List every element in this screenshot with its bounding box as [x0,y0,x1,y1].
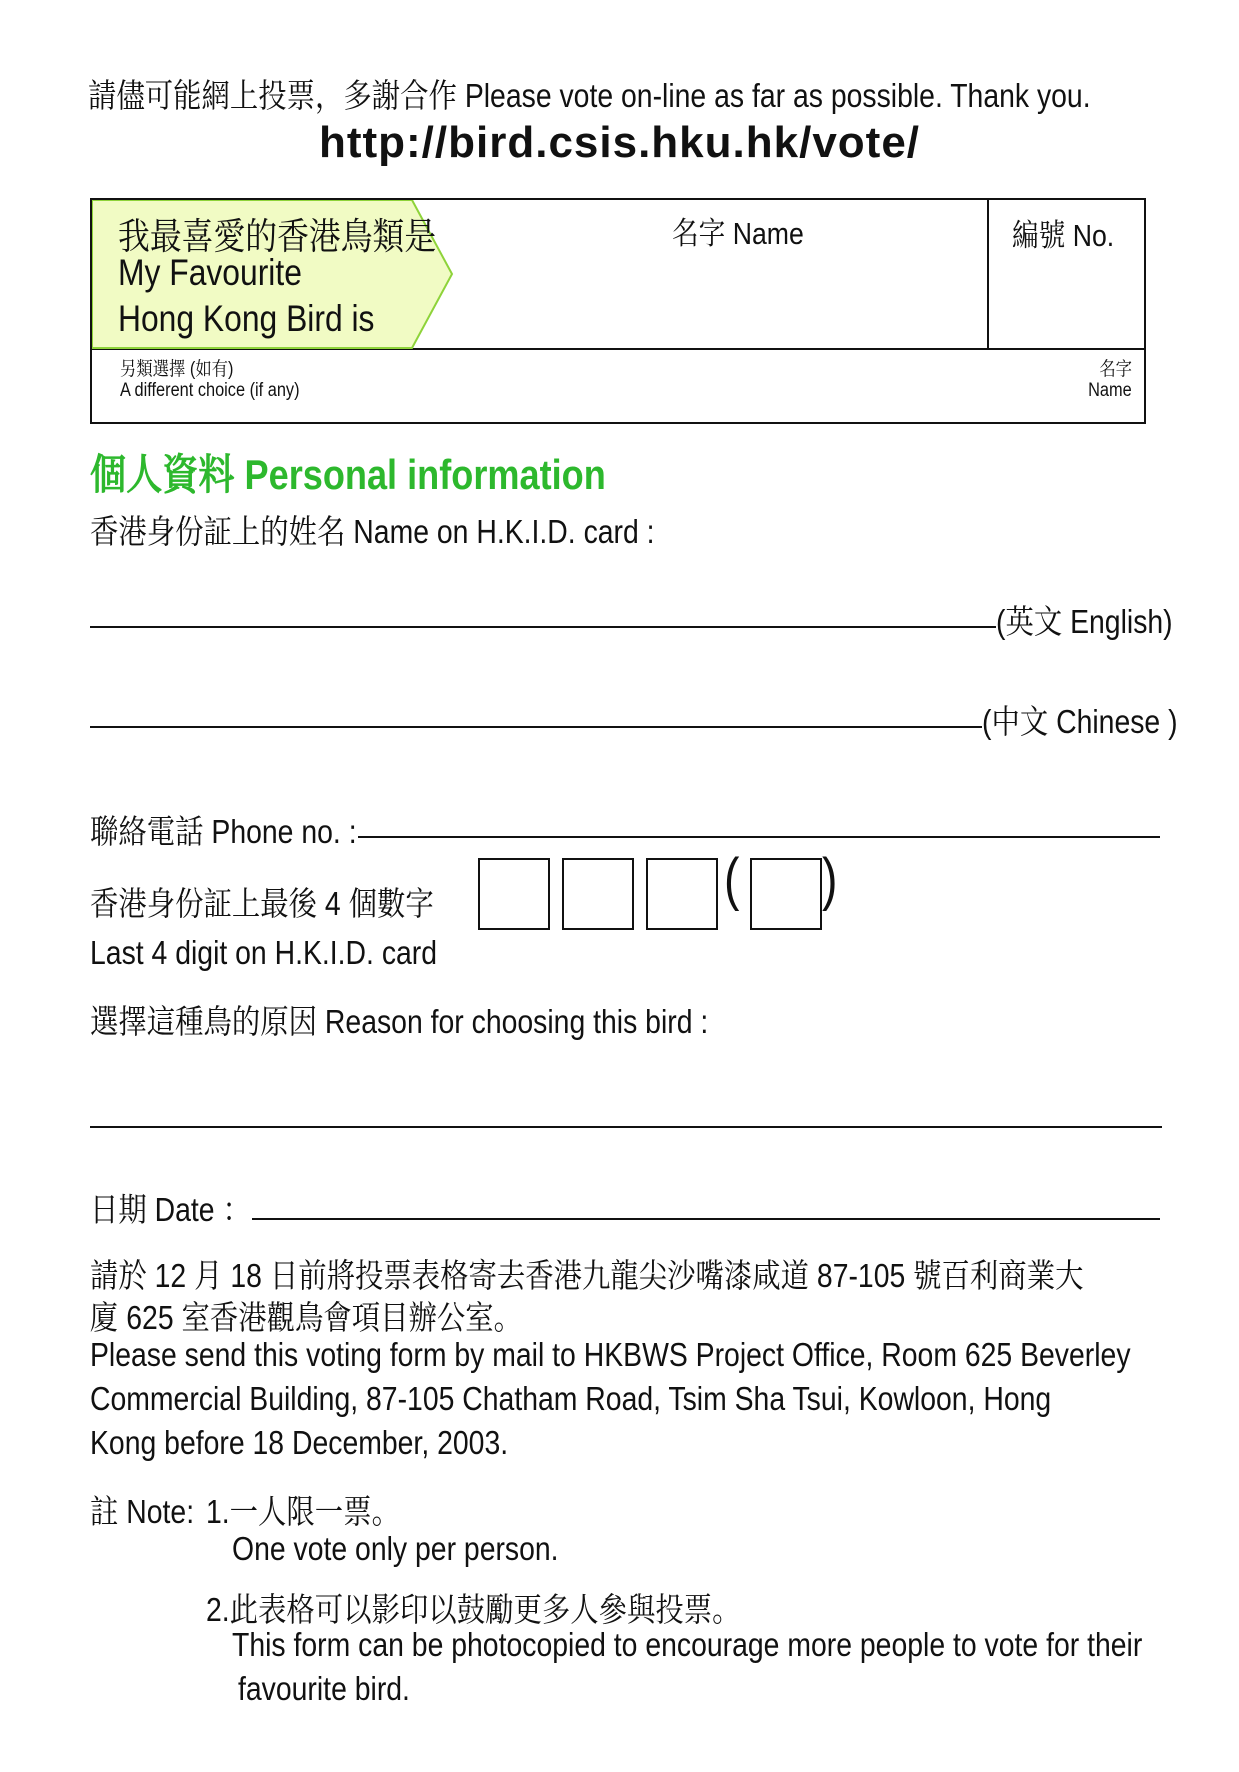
last4-label-zh: 香港身份証上最後 4 個數字 [90,885,434,922]
phone-label: 聯絡電話 Phone no. : [90,813,357,850]
vote-box-divider-vertical [987,200,989,348]
alt-name-label-zh: 名字 [1099,359,1132,380]
alt-choice-label-en: A different choice (if any) [120,380,300,401]
note-label: 註 Note: [90,1493,195,1530]
phone-field[interactable] [358,836,1160,838]
english-name-field[interactable] [90,626,996,628]
paren-close: ) [822,847,838,912]
instruction-en-1: Please send this voting form by mail to HKBWS Project Office, Room 625 Beverley [90,1336,1131,1373]
hkid-name-label: 香港身份証上的姓名 Name on H.K.I.D. card : [90,513,655,550]
hkid-digit-box-1[interactable] [478,858,550,930]
bird-name-header: 名字 Name [672,216,804,251]
bird-name-field[interactable] [464,250,984,346]
note-item-2-en-2: favourite bird. [238,1670,410,1707]
hkid-digit-box-2[interactable] [562,858,634,930]
bird-number-field[interactable] [992,250,1142,346]
personal-info-title: 個人資料 Personal information [90,451,606,498]
english-suffix: (英文 English) [996,603,1173,640]
instruction-en-3: Kong before 18 December, 2003. [90,1424,509,1461]
last4-label-en: Last 4 digit on H.K.I.D. card [90,934,438,971]
paren-open: ( [724,847,740,912]
alt-name-label-en: Name [1088,380,1132,401]
favourite-label-en-2: Hong Kong Bird is [118,298,375,339]
hkid-digit-box-3[interactable] [646,858,718,930]
bird-number-header: 編號 No. [1012,218,1115,253]
reason-label: 選擇這種鳥的原因 Reason for choosing this bird : [90,1003,709,1040]
instruction-zh-1: 請於 12 月 18 日前將投票表格寄去香港九龍尖沙嘴漆咸道 87-105 號百利商業大 [90,1257,1084,1294]
instruction-zh-2: 廈 625 室香港觀鳥會項目辦公室。 [90,1299,523,1336]
vote-box [90,198,1146,424]
instruction-en-2: Commercial Building, 87-105 Chatham Road, Tsim Sha Tsui, Kowloon, Hong [90,1380,1052,1417]
favourite-label-en-1: My Favourite [118,252,302,293]
chinese-suffix: (中文 Chinese ) [982,703,1178,740]
date-field[interactable] [252,1218,1160,1220]
note-item-2-en-1: This form can be photocopied to encourage more people to vote for their [232,1626,1143,1663]
favourite-label-zh: 我最喜愛的香港鳥類是 [118,216,437,257]
note-item-2-zh: 2.此表格可以影印以鼓勵更多人參與投票。 [206,1591,741,1628]
alt-choice-label-zh: 另類選擇 (如有) [120,359,234,380]
vote-url[interactable]: http://bird.csis.hku.hk/vote/ [318,118,921,167]
alt-choice-field[interactable] [392,352,1032,422]
chinese-name-field[interactable] [90,726,982,728]
note-item-1-zh: 1.一人限一票。 [206,1493,400,1530]
note-item-1-en: One vote only per person. [232,1530,559,1567]
online-vote-notice: 請儘可能網上投票，多謝合作 Please vote on-line as far as possible. Thank you. [88,77,1091,114]
hkid-check-digit-box[interactable] [750,858,822,930]
reason-field[interactable] [90,1126,1162,1128]
date-label: 日期 Date ： [90,1191,251,1228]
